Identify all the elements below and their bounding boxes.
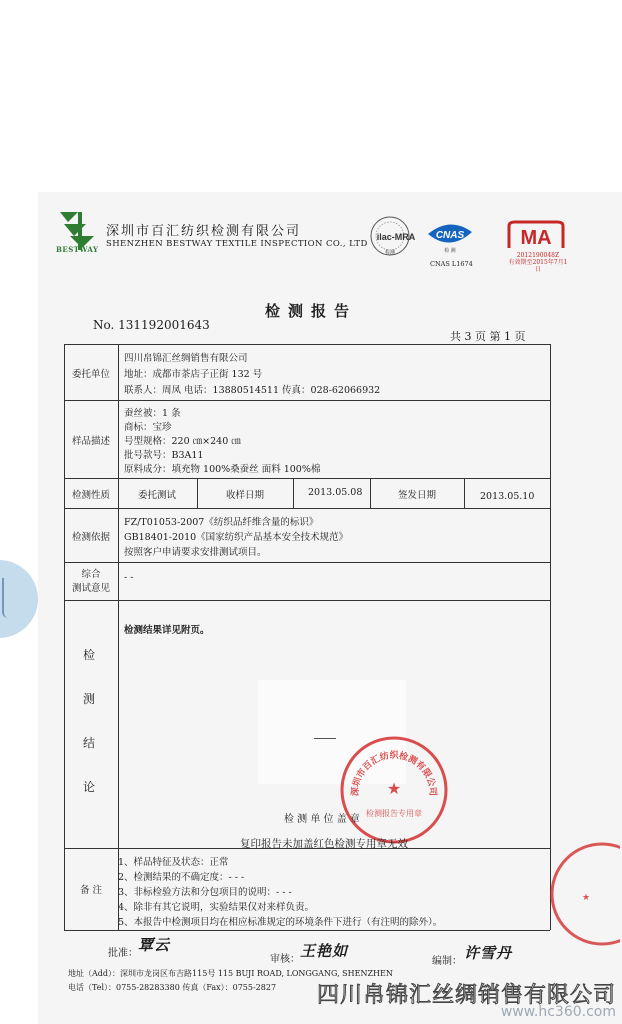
basis-label: 检测依据 [71, 532, 110, 543]
note-line: 1、样品特征及状态：正常 [118, 857, 229, 868]
report-title: 检测报告 [264, 302, 357, 320]
sample-line: 商标：宝珍 [124, 422, 172, 433]
review-signature: 王艳如 [300, 942, 349, 960]
svg-text:★: ★ [582, 893, 591, 903]
cma-logo-icon [503, 220, 569, 250]
ilac-label: ilac-MRA [376, 232, 416, 242]
binder-clip-mark [0, 560, 38, 638]
conclusion-text: 检测结果详见附页。 [124, 625, 210, 636]
client-name: 四川帛锦汇丝绸销售有限公司 [124, 353, 248, 364]
signed-date: 2013.05.10 [480, 491, 535, 502]
cnas-sub: 检 测 [444, 248, 456, 254]
received-label: 收样日期 [226, 490, 265, 501]
note-line: 5、本报告中检测项目均在相应标准规定的环境条件下进行（有注明的除外）。 [118, 917, 443, 928]
note-line: 2、检测结果的不确定度：- - - [118, 872, 245, 883]
page-count: 共 3 页 第 1 页 [450, 330, 526, 343]
nature-label: 检测性质 [71, 490, 110, 501]
note-line: 3、非标检验方法和分包项目的说明：- - - [118, 887, 292, 898]
company-name-cn: 深圳市百汇纺织检测有限公司 [106, 224, 302, 239]
conclusion-label-char: 论 [82, 780, 95, 794]
seal-label: 检 测 单 位 盖 章 [284, 814, 360, 825]
sample-line: 原料成分：填充物 100%桑蚕丝 面料 100%棉 [124, 464, 321, 475]
cnas-label: CNAS [435, 230, 465, 241]
notes-label: 备 注 [79, 885, 103, 896]
opinion-value: - - [124, 572, 134, 583]
opinion-label-2: 测试意见 [71, 583, 110, 594]
note-line: 4、除非有其它说明，实验结果仅对来样负责。 [118, 902, 315, 913]
sample-line: 批号款号：B3A11 [124, 450, 204, 461]
watermark-url: www.hc360.com [500, 1004, 616, 1020]
client-address: 地址：成都市茶店子正街 132 号 [124, 369, 263, 380]
seal-text: 深圳市百汇纺织检测有限公司 [350, 751, 438, 797]
logo-text: BESTWAY [56, 245, 99, 254]
ma-label: MA [520, 227, 552, 249]
basis-line: FZ/T01053-2007《纺织品纤维含量的标识》 [124, 517, 319, 528]
ma-cert-number: 2012190048Z [516, 252, 560, 259]
cnas-logo-icon [424, 214, 476, 254]
client-contact: 联系人：周凤 电话：13880514511 传真：028-62066932 [124, 385, 381, 396]
cnas-number: CNAS L1674 [430, 260, 473, 268]
client-label: 委托单位 [71, 369, 110, 380]
watermark-text: 四川帛锦汇丝绸销售有限公司 [316, 983, 616, 1008]
ma-cert-info [507, 252, 569, 273]
footer-address: 地址（Add）：深圳市龙岗区布吉路115号 115 BUJI ROAD, LONGGANG, SHENZHEN [68, 969, 393, 978]
copy-notice: 复印报告未加盖红色检测专用章无效 [240, 838, 408, 850]
compile-signature: 许雪丹 [464, 944, 513, 962]
seal-subtext: 检测报告专用章 [366, 809, 422, 818]
ilac-sub: 检测 [384, 250, 396, 256]
opinion-label-1: 综合 [81, 569, 101, 580]
red-seal-icon [338, 734, 450, 846]
conclusion-label-char: 结 [82, 736, 95, 750]
approve-signature: 覃云 [138, 936, 171, 954]
ma-cert-validity: 有效期至2015年7月1日 [508, 259, 568, 273]
basis-line: GB18401-2010《国家纺织产品基本安全技术规范》 [124, 532, 349, 543]
received-date: 2013.05.08 [308, 487, 363, 498]
basis-line: 按照客户申请要求安排测试项目。 [124, 547, 267, 558]
svg-text:★: ★ [386, 779, 402, 798]
compile-label: 编制： [432, 956, 462, 967]
ilac-mra-logo-icon [368, 214, 424, 258]
approve-label: 批准： [108, 948, 138, 959]
report-number: No. 131192001643 [93, 318, 210, 332]
conclusion-label-char: 测 [82, 692, 95, 706]
nature-value: 委托测试 [138, 490, 177, 501]
sample-line: 号型规格：220 ㎝×240 ㎝ [124, 436, 241, 447]
red-seal-partial-icon [540, 840, 620, 948]
review-label: 审核： [270, 954, 300, 965]
signed-label: 签发日期 [398, 490, 437, 501]
sample-line: 蚕丝被：1 条 [124, 408, 181, 419]
sample-label: 样品描述 [71, 436, 110, 447]
footer-phone: 电话（Tel）：0755-28283380 传真（Fax）：0755-2827 [68, 983, 277, 992]
company-name-en: SHENZHEN BESTWAY TEXTILE INSPECTION CO., LTD [106, 239, 368, 249]
conclusion-label-char: 检 [82, 648, 95, 662]
stamp-mark [314, 738, 336, 739]
